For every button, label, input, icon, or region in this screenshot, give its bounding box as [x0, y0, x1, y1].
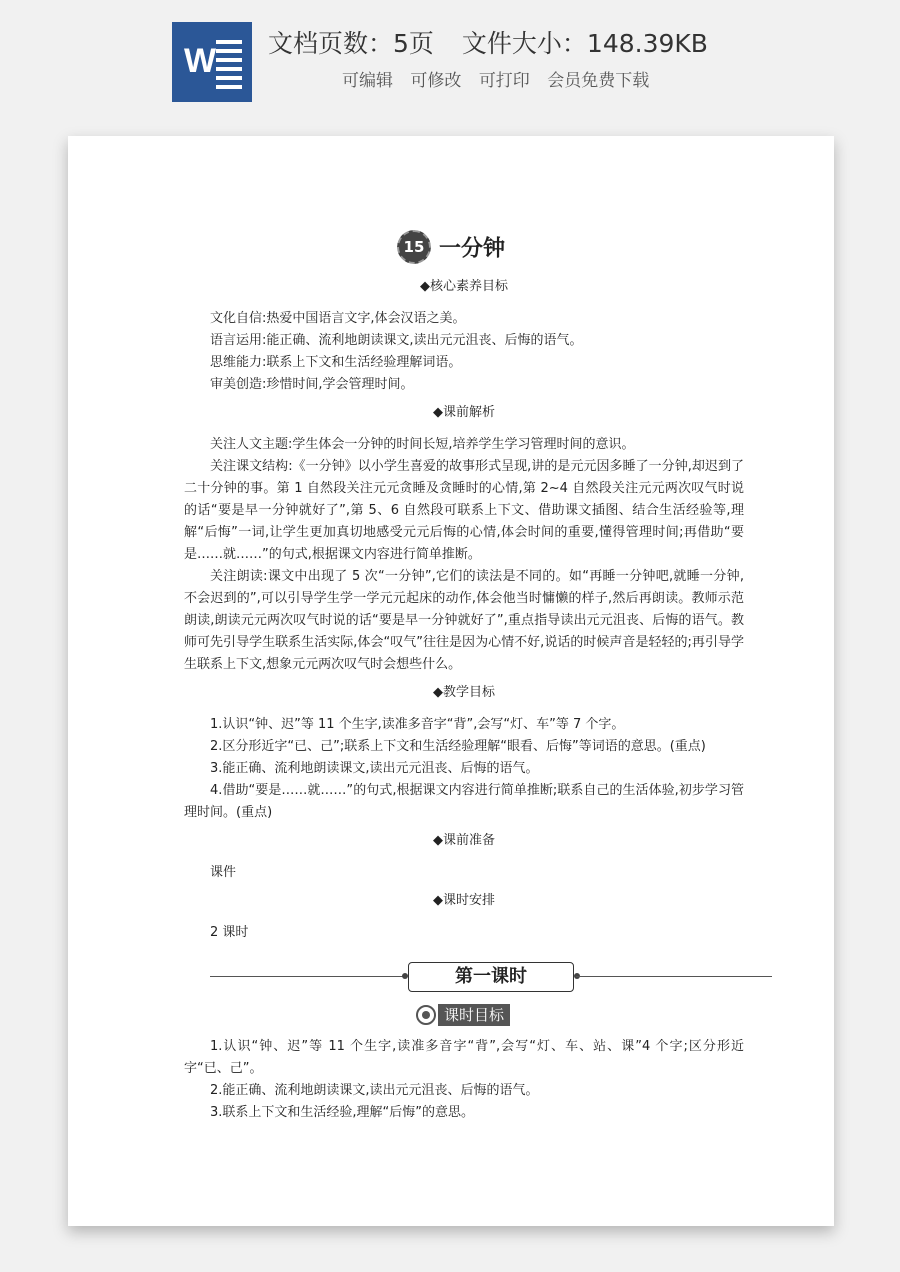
- file-size: 文件大小：148.39KB: [461, 29, 708, 58]
- lesson-goal-label: 课时目标: [438, 1004, 510, 1026]
- goal-item: 4.借助“要是……就……”的句式,根据课文内容进行简单推断;联系自己的生活体验,初步学习管理时间。(重点): [184, 783, 744, 820]
- feature-modifiable: 可修改: [410, 71, 462, 91]
- section-heading-prep: ◆课前准备: [433, 833, 495, 848]
- feature-editable: 可编辑: [342, 71, 393, 91]
- page-count: 文档页数：5页: [268, 29, 434, 58]
- goal-item: 3.能正确、流利地朗读课文,读出元元沮丧、后悔的语气。: [210, 761, 539, 776]
- schedule-text: 2 课时: [210, 925, 249, 940]
- section-heading-analysis: ◆课前解析: [433, 405, 495, 420]
- lesson-goal-item: 1.认识“钟、迟”等 11 个生字,读准多音字“背”,会写“灯、车、站、课”4 个字;区分形近字“已、己”。: [184, 1039, 744, 1076]
- feature-list: [342, 66, 657, 91]
- prep-text: 课件: [210, 865, 237, 880]
- lesson-goal-item: 3.联系上下文和生活经验,理解“后悔”的意思。: [210, 1105, 475, 1120]
- core-item: 文化自信:热爱中国语言文字,体会汉语之美。: [210, 311, 466, 326]
- lesson-goal-tag: [416, 1004, 510, 1026]
- analysis-paragraph: 关注人文主题:学生体会一分钟的时间长短,培养学生学习管理时间的意识。: [210, 437, 635, 452]
- section-heading-goals: ◆教学目标: [433, 685, 495, 700]
- document-info-header: [0, 0, 900, 120]
- analysis-paragraph: 关注课文结构:《一分钟》以小学生喜爱的故事形式呈现,讲的是元元因多睡了一分钟,却迟到了二十分钟的事。第 1 自然段关注元元贪睡及贪睡时的心情,第 2~4 自然段关注元元两次叹气时说的话“要是早一分钟就好了”,第 5、6 自然段可联系上下文、借助课文插图、结合生活经验等,理解“后悔”一词,让学生更加真切地感受元元后悔的心情,体会时间的重要,懂得管理时间;再借助“要是……就……”的句式,根据课文内容进行简单推断。: [184, 459, 744, 562]
- lesson-number-badge: 15: [397, 230, 431, 264]
- word-document-icon: W: [172, 22, 252, 102]
- analysis-paragraph: 关注朗读:课文中出现了 5 次“一分钟”,它们的读法是不同的。如“再睡一分钟吧,就睡一分钟,不会迟到的”,可以引导学生学一学元元起床的动作,体会他当时慵懒的样子,然后再朗读。教师示范朗读,朗读元元两次叹气时说的话“要是早一分钟就好了”,重点指导读出元元沮丧、后悔的语气。教师可先引导学生联系生活实际,体会“叹气”往往是因为心情不好,说话的时候声音是轻轻的;再引导学生联系上下文,想象元元两次叹气时会想些什么。: [184, 569, 744, 672]
- goal-item: 1.认识“钟、迟”等 11 个生字,读准多音字“背”,会写“灯、车”等 7 个字。: [210, 717, 625, 732]
- lesson-body: [184, 276, 744, 944]
- feature-member-download: 会员免费下载: [547, 71, 650, 91]
- section-heading-schedule: ◆课时安排: [433, 893, 495, 908]
- first-lesson-goals: [184, 1036, 744, 1124]
- core-item: 思维能力:联系上下文和生活经验理解词语。: [210, 355, 462, 370]
- feature-printable: 可打印: [478, 71, 530, 91]
- lesson-title-text: 一分钟: [438, 236, 505, 262]
- first-lesson-divider: [210, 962, 772, 992]
- first-lesson-banner: 第一课时: [408, 962, 574, 992]
- document-stats: [268, 24, 708, 60]
- core-item: 审美创造:珍惜时间,学会管理时间。: [210, 377, 414, 392]
- lesson-title: [68, 230, 834, 264]
- section-heading-core: ◆核心素养目标: [420, 279, 508, 294]
- goal-item: 2.区分形近字“已、己”;联系上下文和生活经验理解“眼看、后悔”等词语的意思。(重点): [210, 739, 706, 754]
- target-icon: [416, 1005, 436, 1025]
- core-item: 语言运用:能正确、流利地朗读课文,读出元元沮丧、后悔的语气。: [210, 333, 583, 348]
- lesson-goal-item: 2.能正确、流利地朗读课文,读出元元沮丧、后悔的语气。: [210, 1083, 539, 1098]
- document-page: [68, 136, 834, 1226]
